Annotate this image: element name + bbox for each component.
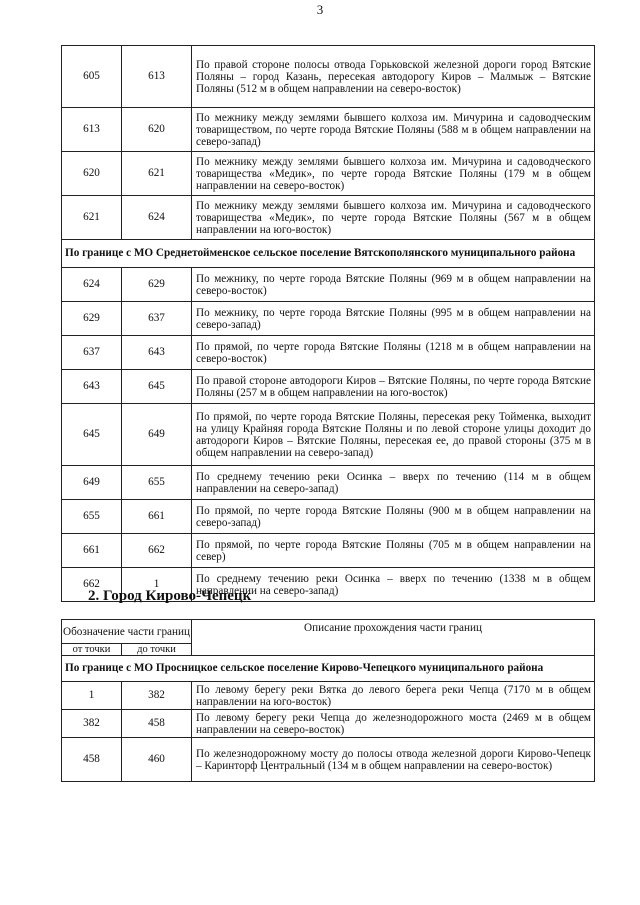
- table-row: [62, 268, 595, 302]
- to-point-cell: 458: [122, 710, 192, 738]
- from-point-cell: 662: [62, 568, 122, 602]
- header-from-point: от точки: [62, 644, 122, 656]
- description-cell: По среднему течению реки Осинка – вверх по течению (114 м в общем направлении на северо-запад): [192, 466, 595, 500]
- from-point-cell: 624: [62, 268, 122, 302]
- table-row: [62, 404, 595, 466]
- table-row: [62, 152, 595, 196]
- section-title-kirovo-chepetsk: 2. Город Кирово-Чепецк: [88, 588, 252, 604]
- from-point-cell: 620: [62, 152, 122, 196]
- section-heading: По границе с МО Среднетойменское сельское поселение Вятскополянского муниципального района: [62, 240, 595, 268]
- to-point-cell: 637: [122, 302, 192, 336]
- description-cell: По межнику между землями бывшего колхоза им. Мичурина и садоводческого товарищества «Медик», по черте города Вятские Поляны (567 м в общем направлении на юго-восток): [192, 196, 595, 240]
- description-cell: По среднему течению реки Осинка – вверх по течению (1338 м в общем направлении на северо-запад): [192, 568, 595, 602]
- to-point-cell: 661: [122, 500, 192, 534]
- to-point-cell: 1: [122, 568, 192, 602]
- to-point-cell: 643: [122, 336, 192, 370]
- table-header-row: [62, 620, 595, 644]
- from-point-cell: 458: [62, 738, 122, 782]
- header-to-point: до точки: [122, 644, 192, 656]
- from-point-cell: 655: [62, 500, 122, 534]
- to-point-cell: 629: [122, 268, 192, 302]
- from-point-cell: 605: [62, 46, 122, 108]
- page-number: 3: [316, 2, 324, 17]
- from-point-cell: 645: [62, 404, 122, 466]
- to-point-cell: 460: [122, 738, 192, 782]
- description-cell: По межнику между землями бывшего колхоза им. Мичурина и садоводческого товарищества «Медик», по черте города Вятские Поляны (179 м в общем направлении на северо-восток): [192, 152, 595, 196]
- description-cell: По межнику, по черте города Вятские Поляны (995 м в общем направлении на северо-запад): [192, 302, 595, 336]
- to-point-cell: 624: [122, 196, 192, 240]
- table-row: [62, 108, 595, 152]
- description-cell: По межнику между землями бывшего колхоза им. Мичурина и садоводческим товариществом, по черте города Вятские Поляны (588 м в общем направлении на северо-запад): [192, 108, 595, 152]
- from-point-cell: 613: [62, 108, 122, 152]
- description-cell: По межнику, по черте города Вятские Поляны (969 м в общем направлении на северо-восток): [192, 268, 595, 302]
- from-point-cell: 629: [62, 302, 122, 336]
- boundary-table-1: [61, 45, 595, 602]
- section-row: [62, 656, 595, 682]
- description-cell: По прямой, по черте города Вятские Поляны (1218 м в общем направлении на северо-восток): [192, 336, 595, 370]
- to-point-cell: 621: [122, 152, 192, 196]
- description-cell: По прямой, по черте города Вятские Поляны (705 м в общем направлении на север): [192, 534, 595, 568]
- to-point-cell: 655: [122, 466, 192, 500]
- from-point-cell: 637: [62, 336, 122, 370]
- description-cell: По левому берегу реки Чепца до железнодорожного моста (2469 м в общем направлении на северо-восток): [192, 710, 595, 738]
- table-row: [62, 336, 595, 370]
- to-point-cell: 620: [122, 108, 192, 152]
- boundary-table-2: [61, 619, 595, 782]
- description-cell: По правой стороне полосы отвода Горьковской железной дороги город Вятские Поляны – город Казань, пересекая автодорогу Киров – Малмыж – Вятские Поляны (512 м в общем направлении на северо-восток): [192, 46, 595, 108]
- table-row: [62, 710, 595, 738]
- from-point-cell: 621: [62, 196, 122, 240]
- section-row: [62, 240, 595, 268]
- table-row: [62, 196, 595, 240]
- from-point-cell: 382: [62, 710, 122, 738]
- table-row: [62, 46, 595, 108]
- description-cell: По левому берегу реки Вятка до левого берега реки Чепца (7170 м в общем направлении на юго-восток): [192, 682, 595, 710]
- table-row: [62, 500, 595, 534]
- header-description: Описание прохождения части границ: [192, 620, 595, 656]
- to-point-cell: 382: [122, 682, 192, 710]
- from-point-cell: 1: [62, 682, 122, 710]
- to-point-cell: 649: [122, 404, 192, 466]
- table-row: [62, 370, 595, 404]
- section-heading: По границе с МО Просницкое сельское поселение Кирово-Чепецкого муниципального района: [62, 656, 595, 682]
- from-point-cell: 661: [62, 534, 122, 568]
- table-row: [62, 738, 595, 782]
- description-cell: По железнодорожному мосту до полосы отвода железной дороги Кирово-Чепецк – Каринторф Центральный (134 м в общем направлении на северо-восток): [192, 738, 595, 782]
- description-cell: По прямой, по черте города Вятские Поляны, пересекая реку Тойменка, выходит на улицу Крайняя города Вятские Поляны и по левой стороне улицы доходит до автодороги Киров – Вятские Поляны, пересекая ее, до правой стороны (375 м в общем направлении на северо-запад): [192, 404, 595, 466]
- table-row: [62, 466, 595, 500]
- to-point-cell: 645: [122, 370, 192, 404]
- from-point-cell: 643: [62, 370, 122, 404]
- description-cell: По правой стороне автодороги Киров – Вятские Поляны, по черте города Вятские Поляны (257 м в общем направлении на юго-восток): [192, 370, 595, 404]
- to-point-cell: 662: [122, 534, 192, 568]
- table-row: [62, 534, 595, 568]
- from-point-cell: 649: [62, 466, 122, 500]
- description-cell: По прямой, по черте города Вятские Поляны (900 м в общем направлении на северо-запад): [192, 500, 595, 534]
- header-part-designation: Обозначение части границ: [62, 620, 192, 644]
- to-point-cell: 613: [122, 46, 192, 108]
- table-row: [62, 302, 595, 336]
- table-row: [62, 682, 595, 710]
